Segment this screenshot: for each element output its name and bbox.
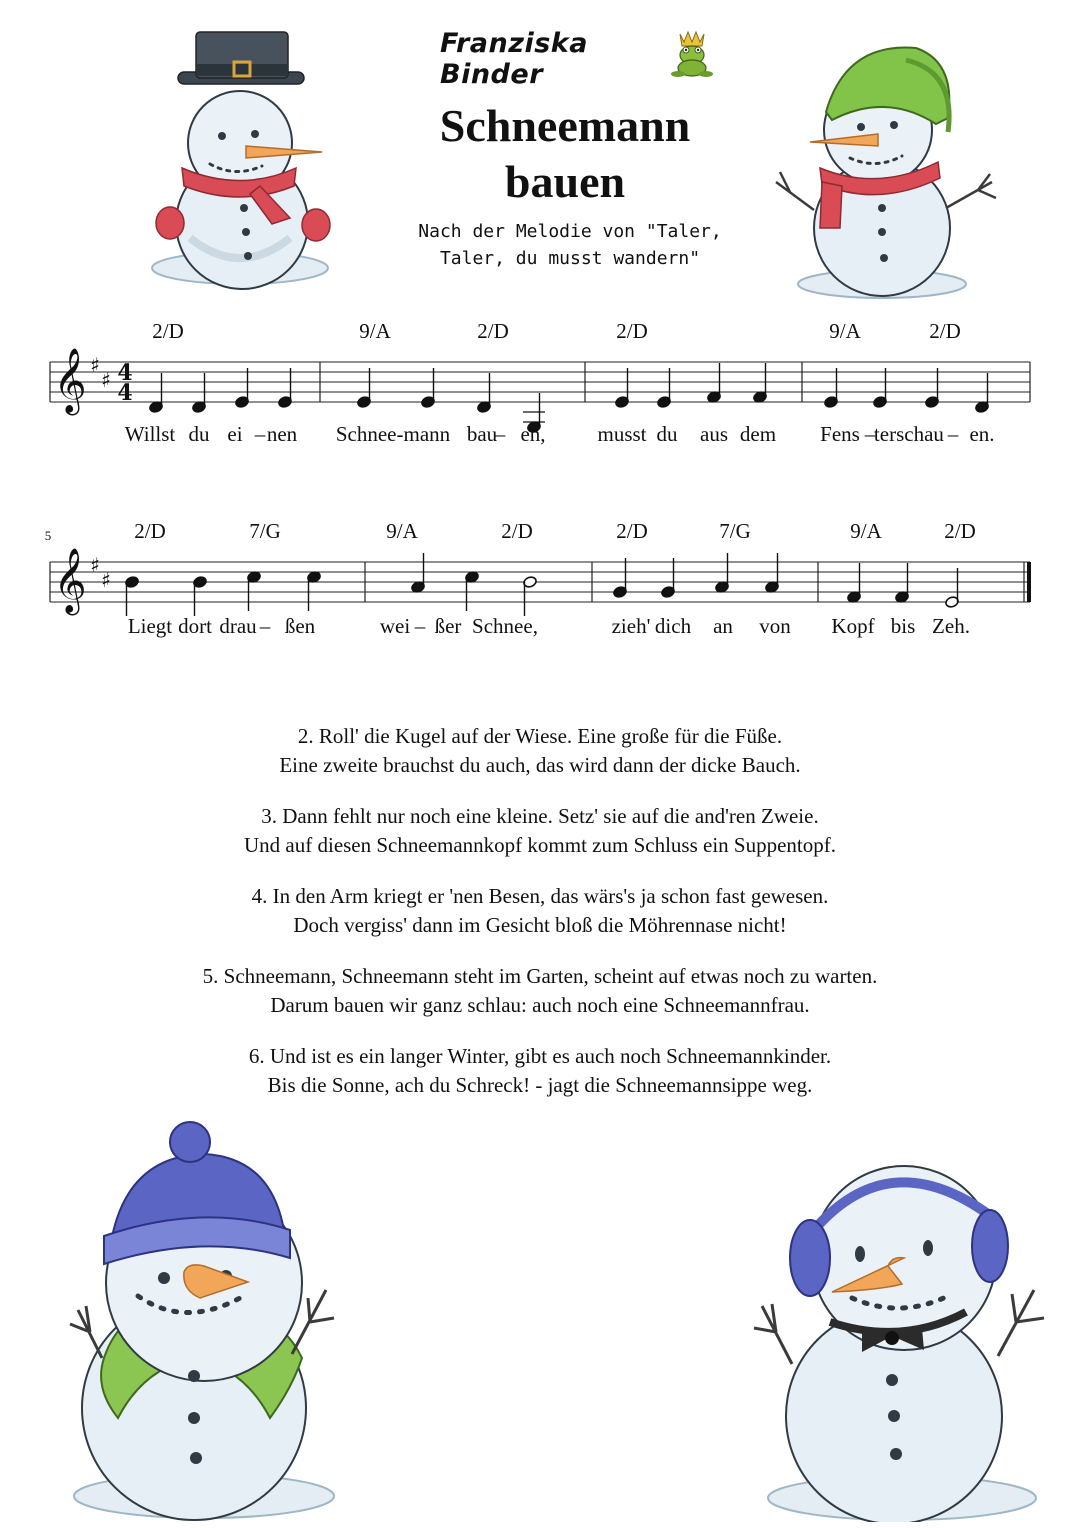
chord-symbol: 7/G — [719, 519, 751, 543]
lyric-syllable: ßer — [434, 614, 462, 638]
lyric-syllable: bis — [890, 614, 916, 638]
lyric-syllable: Zeh. — [932, 614, 970, 638]
song-title — [390, 98, 740, 210]
lyric-syllable: en. — [969, 422, 995, 446]
lyric-syllable: aus — [700, 422, 728, 446]
verse-4 — [120, 882, 960, 939]
time-signature-top: 4 — [117, 360, 133, 386]
chord-symbol: 2/D — [501, 519, 533, 543]
lyric-syllable: Kopf — [831, 614, 875, 638]
chord-symbol: 2/D — [477, 319, 509, 343]
chord-symbol: 2/D — [152, 319, 184, 343]
verse-line: 3. Dann fehlt nur noch eine kleine. Setz' sie auf die and'ren Zweie. — [261, 804, 819, 828]
treble-clef-icon: 𝄞 — [53, 348, 87, 413]
lyric-syllable: Schnee-mann — [335, 422, 451, 446]
lyric-syllable: ter — [873, 422, 897, 446]
lyric-syllable: wei — [379, 614, 411, 638]
chord-symbol: 2/D — [929, 319, 961, 343]
verse-6 — [120, 1042, 960, 1099]
staff-system-1 — [50, 319, 1030, 446]
chord-symbol: 9/A — [829, 319, 861, 343]
lyric-syllable: schau — [896, 422, 944, 446]
lyric-syllable: nen — [266, 422, 298, 446]
sharp-f-icon: ♯ — [90, 353, 100, 377]
sharp-c-icon: ♯ — [101, 568, 111, 592]
lyric-syllable: zieh' — [611, 614, 651, 638]
snowman-blue-beanie-illustration — [64, 1118, 354, 1522]
chord-symbol: 9/A — [359, 319, 391, 343]
lyric-syllable: en, — [520, 422, 546, 446]
verse-line: 5. Schneemann, Schneemann steht im Garten, scheint auf etwas noch zu warten. — [202, 964, 878, 988]
sharp-c-icon: ♯ — [101, 368, 111, 392]
subtitle-line-1: Nach der Melodie von "Taler, — [418, 221, 722, 242]
verse-line: 6. Und ist es ein langer Winter, gibt es auch noch Schneemannkinder. — [248, 1044, 832, 1068]
verse-5 — [120, 962, 960, 1019]
lyric-syllable: an — [713, 614, 733, 638]
lyric-syllable: – — [259, 614, 271, 638]
chord-symbol: 2/D — [944, 519, 976, 543]
lyric-syllable: bau — [466, 422, 498, 446]
chord-symbol: 7/G — [249, 519, 281, 543]
sheet-music — [0, 300, 1080, 660]
title-line-1: Schneemann — [439, 100, 691, 151]
lyric-syllable: Fens — [820, 422, 860, 446]
chord-symbol: 2/D — [616, 519, 648, 543]
lyric-syllable: ßen — [284, 614, 316, 638]
verse-2 — [120, 722, 960, 779]
final-barline-thick — [1027, 562, 1031, 602]
lyric-syllable: du — [656, 422, 678, 446]
lyric-syllable: Willst — [124, 422, 176, 446]
lyric-syllable: – — [864, 422, 876, 446]
additional-verses — [120, 722, 960, 1122]
verse-line: Bis die Sonne, ach du Schreck! - jagt die Schneemannsippe weg. — [267, 1072, 813, 1097]
subtitle-line-2: Taler, du musst wandern" — [439, 248, 701, 269]
lyric-syllable: dem — [739, 422, 777, 446]
verse-3 — [120, 802, 960, 859]
treble-clef-icon: 𝄞 — [53, 548, 87, 613]
measure-number: 5 — [44, 528, 52, 543]
time-signature-bottom: 4 — [117, 380, 133, 406]
verse-line: Eine zweite brauchst du auch, das wird dann der dicke Bauch. — [279, 752, 801, 777]
lyric-syllable: ei — [227, 422, 243, 446]
sharp-f-icon: ♯ — [90, 553, 100, 577]
lyric-syllable: – — [254, 422, 266, 446]
verse-line: 4. In den Arm kriegt er 'nen Besen, das wärs's ja schon fast gewesen. — [251, 884, 829, 908]
verse-line: Und auf diesen Schneemannkopf kommt zum Schluss ein Suppentopf. — [244, 832, 836, 857]
staff-system-2 — [45, 519, 1031, 638]
chord-symbol: 9/A — [850, 519, 882, 543]
lyric-syllable: dich — [654, 614, 692, 638]
frog-prince-icon — [668, 28, 714, 80]
melody-note — [400, 218, 740, 272]
chord-symbol: 2/D — [134, 519, 166, 543]
snowman-green-cap-illustration — [766, 32, 1002, 302]
chord-symbol: 2/D — [616, 319, 648, 343]
lyric-syllable: – — [494, 422, 506, 446]
verse-line: Darum bauen wir ganz schlau: auch noch eine Schneemannfrau. — [270, 992, 810, 1017]
lyric-syllable: Schnee, — [472, 614, 538, 638]
lyric-syllable: von — [759, 614, 791, 638]
lyric-syllable: dort — [178, 614, 212, 638]
author-name: Franziska Binder — [440, 28, 588, 90]
verse-line: 2. Roll' die Kugel auf der Wiese. Eine große für die Füße. — [297, 724, 783, 748]
lyric-syllable: – — [414, 614, 426, 638]
lyric-syllable: Liegt — [127, 614, 173, 638]
chord-symbol: 9/A — [386, 519, 418, 543]
snowman-top-hat-illustration — [140, 18, 340, 290]
lyric-syllable: du — [188, 422, 210, 446]
lyric-syllable: musst — [597, 422, 647, 446]
snowman-earmuffs-illustration — [752, 1160, 1052, 1522]
verse-line: Doch vergiss' dann im Gesicht bloß die Möhrennase nicht! — [293, 912, 787, 937]
lyric-syllable: drau — [219, 614, 257, 638]
lyric-syllable: – — [947, 422, 959, 446]
title-line-2: bauen — [504, 156, 626, 207]
